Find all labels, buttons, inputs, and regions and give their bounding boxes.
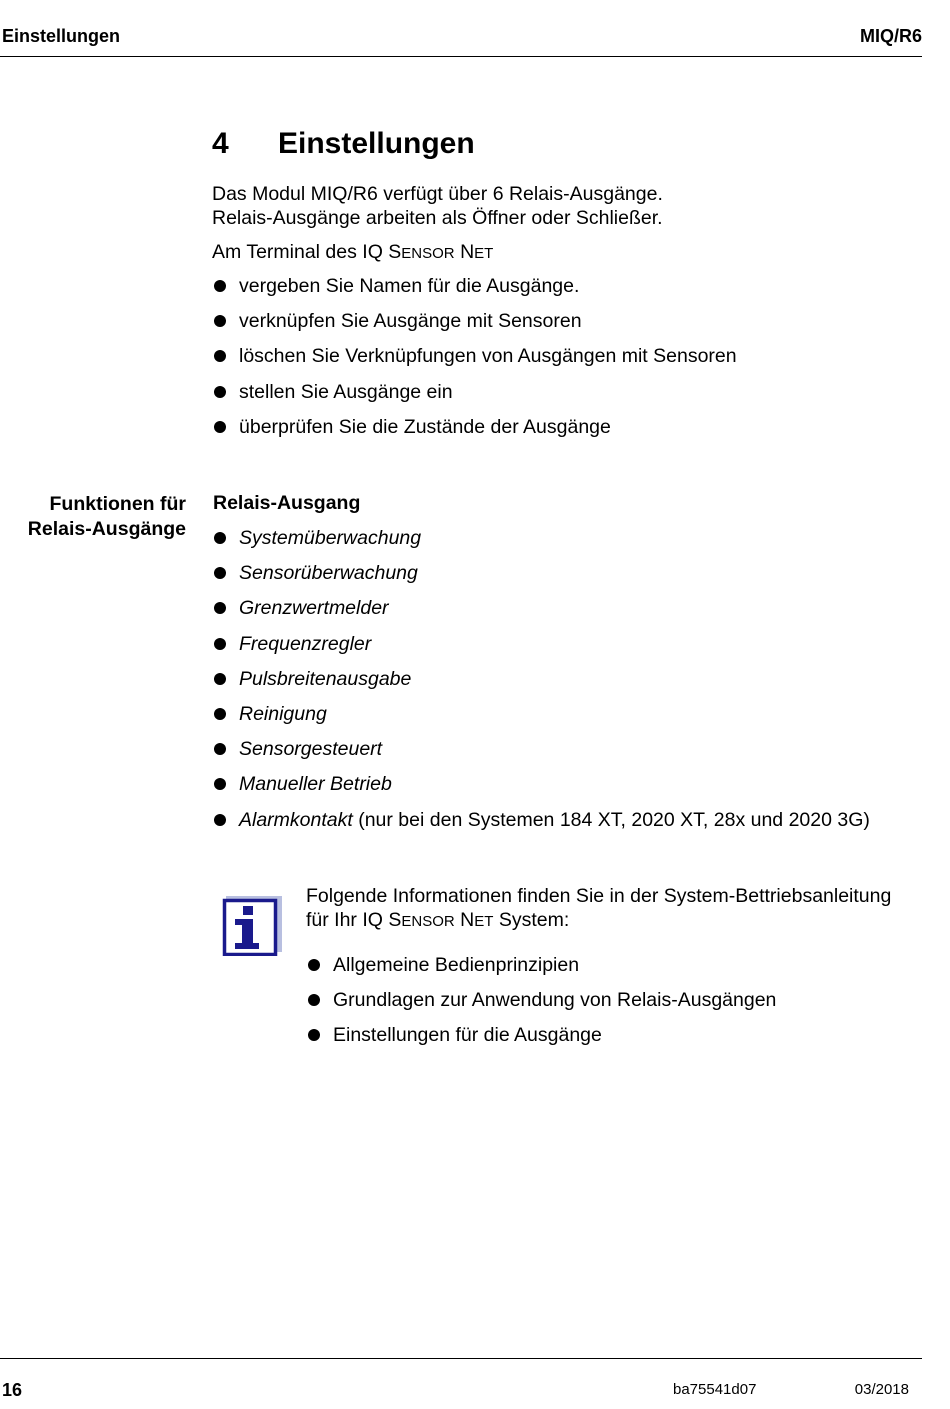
function-text: Sensorgesteuert — [239, 738, 383, 761]
brand-s: S — [388, 909, 402, 931]
function-text: Sensorüberwachung — [239, 562, 418, 585]
chapter-number: 4 — [212, 127, 229, 160]
info-line-2-suffix: System: — [493, 909, 570, 931]
bullet-icon — [214, 421, 226, 433]
bullet-icon — [214, 567, 226, 579]
list-item — [212, 415, 737, 450]
list-item — [212, 309, 737, 344]
info-icon — [222, 896, 282, 956]
task-text: vergeben Sie Namen für die Ausgänge. — [239, 275, 580, 297]
bullet-icon — [214, 708, 226, 720]
margin-label-line-2: Relais-Ausgänge — [27, 518, 186, 540]
task-text: löschen Sie Verknüpfungen von Ausgängen mit Sensoren — [239, 345, 737, 368]
info-paragraph — [306, 884, 891, 934]
footer-rule — [0, 1358, 922, 1359]
info-list — [306, 953, 776, 1059]
brand-n: N — [460, 909, 475, 931]
function-text: Frequenzregler — [239, 632, 372, 655]
intro-line-1: Das Modul MIQ/R6 verfügt über 6 Relais-Ausgänge. — [212, 183, 663, 205]
bullet-icon — [214, 315, 226, 327]
bullet-icon — [308, 1029, 320, 1041]
terminal-intro — [212, 240, 493, 266]
bullet-icon — [214, 778, 226, 790]
chapter-heading — [212, 127, 475, 161]
function-text: Manueller Betrieb — [239, 773, 392, 796]
list-item — [212, 772, 870, 807]
bullet-icon — [308, 994, 320, 1006]
bullet-icon — [214, 638, 226, 650]
terminal-prefix: Am Terminal des IQ — [212, 241, 389, 263]
header-section-title: Einstellungen — [2, 26, 121, 46]
functions-heading: Relais-Ausgang — [213, 492, 361, 514]
list-item — [306, 953, 776, 988]
bullet-icon — [214, 280, 226, 292]
task-text: stellen Sie Ausgänge ein — [239, 380, 453, 403]
brand-ensor: ENSOR — [401, 245, 455, 262]
page-number: 16 — [2, 1380, 23, 1400]
intro-line-2: Relais-Ausgänge arbeiten als Öffner oder Schließer. — [212, 207, 663, 229]
bullet-icon — [214, 743, 226, 755]
list-item — [212, 274, 737, 309]
brand-n: N — [460, 241, 475, 263]
list-item — [212, 632, 870, 667]
margin-label-functions — [28, 492, 186, 542]
bullet-icon — [214, 350, 226, 362]
info-line-1: Folgende Informationen finden Sie in der System-Bettriebsanleitung — [306, 885, 892, 907]
function-text: Alarmkontakt — [239, 808, 353, 831]
list-item — [212, 380, 737, 415]
info-line-2 — [306, 908, 891, 934]
info-line-2-prefix: für Ihr IQ — [306, 909, 389, 931]
header-product-name: MIQ/R6 — [859, 26, 922, 46]
brand-et: ET — [474, 913, 494, 930]
margin-label-line-1: Funktionen für — [49, 493, 186, 515]
task-text: überprüfen Sie die Zustände der Ausgänge — [239, 415, 611, 438]
header-rule — [0, 56, 922, 57]
bullet-icon — [214, 814, 226, 826]
info-item-text: Grundlagen zur Anwendung von Relais-Ausgängen — [333, 989, 777, 1012]
list-item — [212, 702, 870, 737]
bullet-icon — [214, 532, 226, 544]
bullet-icon — [214, 386, 226, 398]
task-list — [212, 274, 737, 450]
brand-et: ET — [474, 245, 494, 262]
intro-paragraph — [212, 182, 663, 230]
bullet-icon — [214, 602, 226, 614]
list-item — [306, 1023, 776, 1058]
chapter-title: Einstellungen — [278, 127, 475, 160]
document-id: ba75541d07 — [673, 1381, 757, 1398]
info-item-text: Einstellungen für die Ausgänge — [333, 1024, 602, 1047]
function-text: Pulsbreitenausgabe — [239, 667, 412, 690]
list-item — [212, 344, 737, 379]
bullet-icon — [308, 959, 320, 971]
function-note: (nur bei den Systemen 184 XT, 2020 XT, 28x und 2020 3G) — [352, 808, 870, 831]
list-item — [212, 737, 870, 772]
list-item — [212, 667, 870, 702]
bullet-icon — [214, 673, 226, 685]
list-item — [306, 988, 776, 1023]
function-text: Reinigung — [239, 702, 327, 725]
list-item — [212, 808, 870, 843]
info-item-text: Allgemeine Bedienprinzipien — [333, 954, 580, 976]
list-item — [212, 596, 870, 631]
brand-ensor: ENSOR — [401, 913, 455, 930]
list-item — [212, 526, 870, 561]
list-item — [212, 561, 870, 596]
function-text: Grenzwertmelder — [239, 597, 389, 620]
functions-list — [212, 526, 870, 843]
document-date: 03/2018 — [854, 1381, 909, 1398]
function-text: Systemüberwachung — [239, 527, 422, 549]
task-text: verknüpfen Sie Ausgänge mit Sensoren — [239, 310, 582, 333]
brand-s: S — [388, 241, 402, 263]
